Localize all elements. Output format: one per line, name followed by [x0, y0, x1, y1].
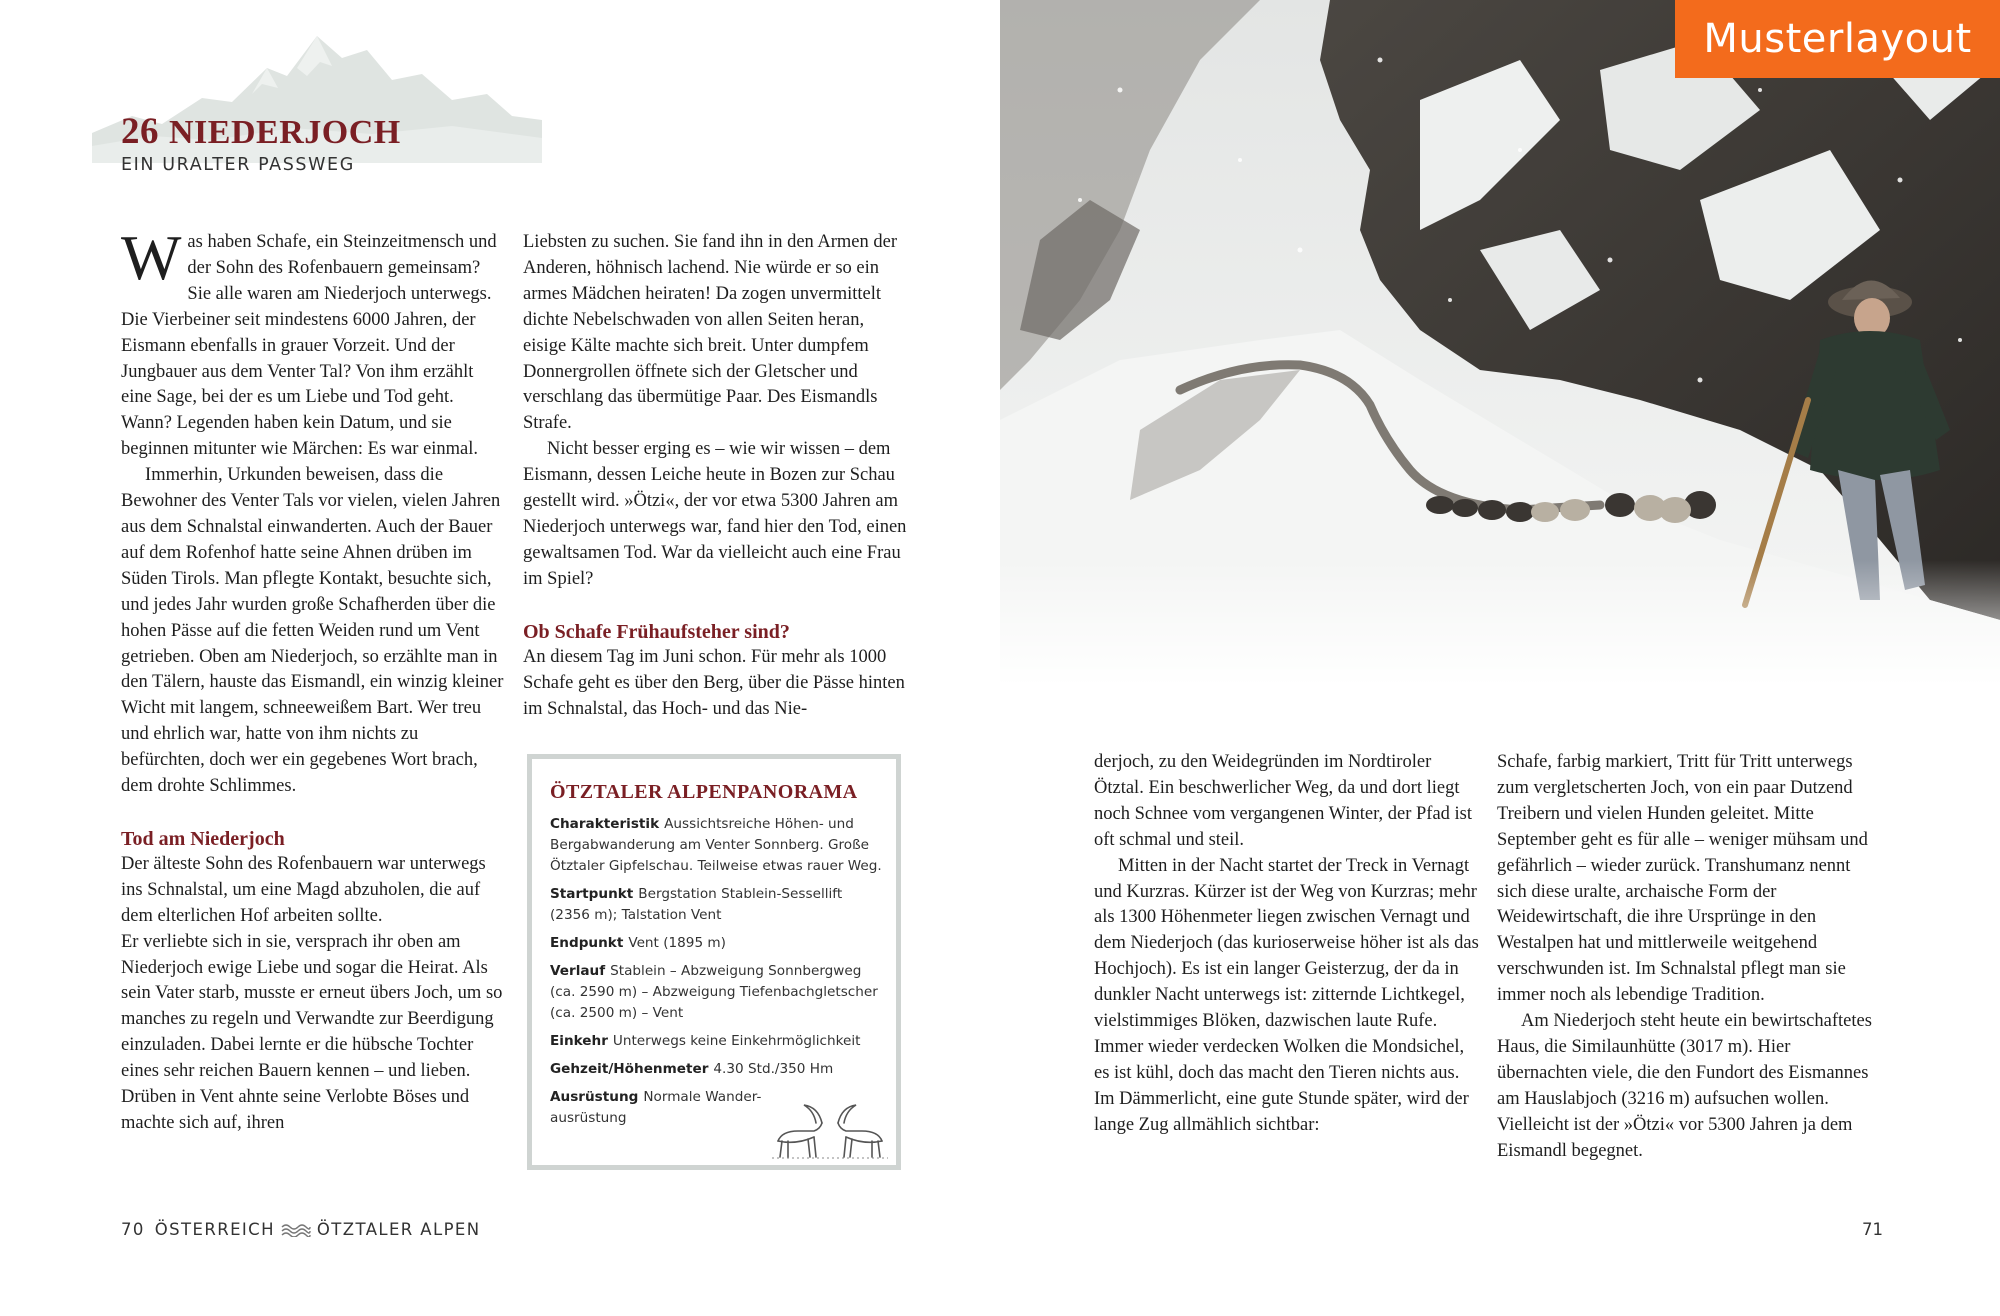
- text-column-3: [1094, 750, 1479, 1139]
- info-row-einkehr: Einkehr Unterwegs keine Einkehrmöglichkeit: [550, 1033, 861, 1049]
- paragraph: Er verliebte sich in sie, versprach ihr oben am Niederjoch ewige Liebe und sogar die Heirat. Als sein Vater starb, musste er erneut übers Joch, um so manches zu regeln und Verwandte zur Beerdigung einzuladen. Dabei lernte er die hübsche Tochter eines sehr reichen Bauern kennen – und lieben. Drüben in Vent ahnte seine Verlobte Böses und machte sich auf, ihren: [121, 931, 503, 1133]
- chapter-name: NIEDERJOCH: [169, 114, 401, 151]
- text-column-1: [121, 222, 506, 1137]
- footer-country: ÖSTERREICH: [154, 1220, 275, 1239]
- paragraph: Am Niederjoch steht heute ein bewirtschaftetes Haus, die Similaunhütte (3017 m). Hier übernachten viele, die den Fundort des Eismannes am Hauslabjoch (3216 m) aufsuchen wollen. Vielleicht ist der »Ötzi« vor 5300 Jahren ja dem Eismandl begegnet.: [1497, 1011, 1872, 1161]
- footer-region: ÖTZTALER ALPEN: [316, 1220, 481, 1239]
- chapter-number: 26: [121, 111, 159, 152]
- paragraph: Immerhin, Urkunden beweisen, dass die Bewohner des Venter Tals vor vielen, vielen Jahren aus dem Schnalstal einwanderten. Auch der Bauer auf dem Rofenhof hatte seine Ahnen drüben im Süden Tirols. Man pflegte Kontakt, besuchte sich, und jedes Jahr wurden große Schafherden über die hohen Pässe auf die fetten Weiden rund um Vent getrieben. Oben am Niederjoch, so erzählte man in den Tälern, hauste das Eismandl, ein winzig kleiner Wicht mit langem, schneeweißem Bart. Wer treu und ehrlich war, hatte von ihm nichts zu befürchten, doch wer ein gegebenes Wort brach, dem drohte Schlimmes.: [121, 465, 504, 797]
- info-row-charakteristik: Charakteristik Aussichtsreiche Höhen- und Bergabwanderung am Venter Sonnberg. Große Ötztaler Gipfelschau. Teilweise etwas rauer Weg.: [550, 816, 882, 874]
- info-box-title: ÖTZTALER ALPENPANORAMA: [550, 781, 858, 803]
- ibex-pair-icon: [768, 1101, 892, 1161]
- paragraph: An diesem Tag im Juni schon. Für mehr als 1000 Schafe geht es über den Berg, über die Pässe hinten im Schnalstal, das Hoch- und das Nie-: [523, 646, 905, 719]
- info-row-gehzeit: Gehzeit/Höhenmeter 4.30 Std./350 Hm: [550, 1061, 834, 1077]
- photo-fade: [1000, 560, 2000, 700]
- page-number-right: 71: [1862, 1220, 1883, 1239]
- chapter-title: [121, 110, 401, 153]
- paragraph: Der älteste Sohn des Rofenbauern war unterwegs ins Schnalstal, um eine Magd abzuholen, die auf dem elterlichen Hof arbeiten sollte.: [121, 853, 486, 926]
- paragraph: Nicht besser erging es – wie wir wissen – dem Eismann, dessen Leiche heute in Bozen zur Schau gestellt wird. »Ötzi«, der vor etwa 5300 Jahren am Niederjoch unterwegs war, fand hier den Tod, einen gewaltsamen Tod. War da vielleicht auch eine Frau im Spiel?: [523, 439, 907, 589]
- info-row-endpunkt: Endpunkt Vent (1895 m): [550, 935, 726, 951]
- tour-info-box: [527, 754, 901, 1170]
- paragraph: Liebsten zu suchen. Sie fand ihn in den Armen der Anderen, höhnisch lachend. Nie würde er so ein armes Mädchen heiraten! Da zogen unvermittelt dichte Nebelschwaden von allen Seiten heran, eisige Kälte machte sich breit. Unter dumpfem Donnergrollen öffnete sich der Gletscher und verschlang das übermütige Paar. Des Eismandls Strafe.: [523, 232, 898, 434]
- section-heading-schafe: Ob Schafe Frühaufsteher sind?: [523, 620, 790, 643]
- text-column-2: [523, 230, 908, 722]
- drop-cap: W: [121, 222, 182, 293]
- text-column-4: [1497, 750, 1882, 1165]
- paragraph: derjoch, zu den Weidegründen im Nordtiroler Ötztal. Ein beschwerlicher Weg, da und dort liegt noch Schnee vom vergangenen Winter, der Pfad ist oft schmal und steil.: [1094, 752, 1473, 850]
- wave-divider-icon: [281, 1223, 311, 1237]
- chapter-subtitle: EIN URALTER PASSWEG: [121, 155, 355, 175]
- info-row-ausruestung: Ausrüstung Normale Wander- ausrüstung: [550, 1089, 762, 1126]
- paragraph: Mitten in der Nacht startet der Treck in Vernagt und Kurzras. Kürzer ist der Weg von Kurzras; mehr als 1300 Höhenmeter liegen zwischen Vernagt und dem Niederjoch (das kurioserweise höher ist als das Hochjoch). Es ist ein langer Geisterzug, der da in dunkler Nacht unterwegs ist: zitternde Lichtkegel, vielstimmiges Blöken, dazwischen laute Rufe. Immer wieder verdecken Wolken die Mondsichel, es ist kühl, doch das macht den Tieren nichts aus. Im Dämmerlicht, eine gute Stunde später, wird der lange Zug allmählich sichtbar:: [1094, 855, 1479, 1135]
- section-heading-tod: Tod am Niederjoch: [121, 827, 285, 850]
- page-number-left: 70: [121, 1220, 145, 1239]
- musterlayout-badge: Musterlayout: [1675, 0, 2000, 78]
- footer-left: [121, 1220, 481, 1239]
- paragraph: Schafe, farbig markiert, Tritt für Tritt unterwegs zum vergletscherten Joch, von ein paar Dutzend Treibern und vielen Hunden geleitet. Mitte September geht es für alle – weniger mühsam und gefährlich – wieder zurück. Transhumanz nennt sich diese uralte, archaische Form der Weidewirtschaft, die ihre Ursprünge in den Westalpen hat und mittlerweile weitgehend verschwunden ist. Im Schnalstal pflegt man sie immer noch als lebendige Tradition.: [1497, 752, 1868, 1006]
- info-row-verlauf: Verlauf Stablein – Abzweigung Sonnbergweg (ca. 2590 m) – Abzweigung Tiefenbachgletscher (ca. 2500 m) – Vent: [550, 963, 878, 1021]
- paragraph: Was haben Schafe, ein Steinzeitmensch und der Sohn des Rofenbauern gemeinsam? Sie alle waren am Niederjoch unterwegs. Die Vierbeiner seit mindestens 6000 Jahren, der Eismann ebenfalls in grauer Vorzeit. Und der Jungbauer aus dem Venter Tal? Von ihm erzählt eine Sage, bei der es um Liebe und Tod geht. Wann? Legenden haben kein Datum, und sie beginnen mitunter wie Märchen: Es war einmal.: [121, 222, 497, 460]
- info-row-startpunkt: Startpunkt Bergstation Stablein-Sessellift (2356 m); Talstation Vent: [550, 886, 843, 923]
